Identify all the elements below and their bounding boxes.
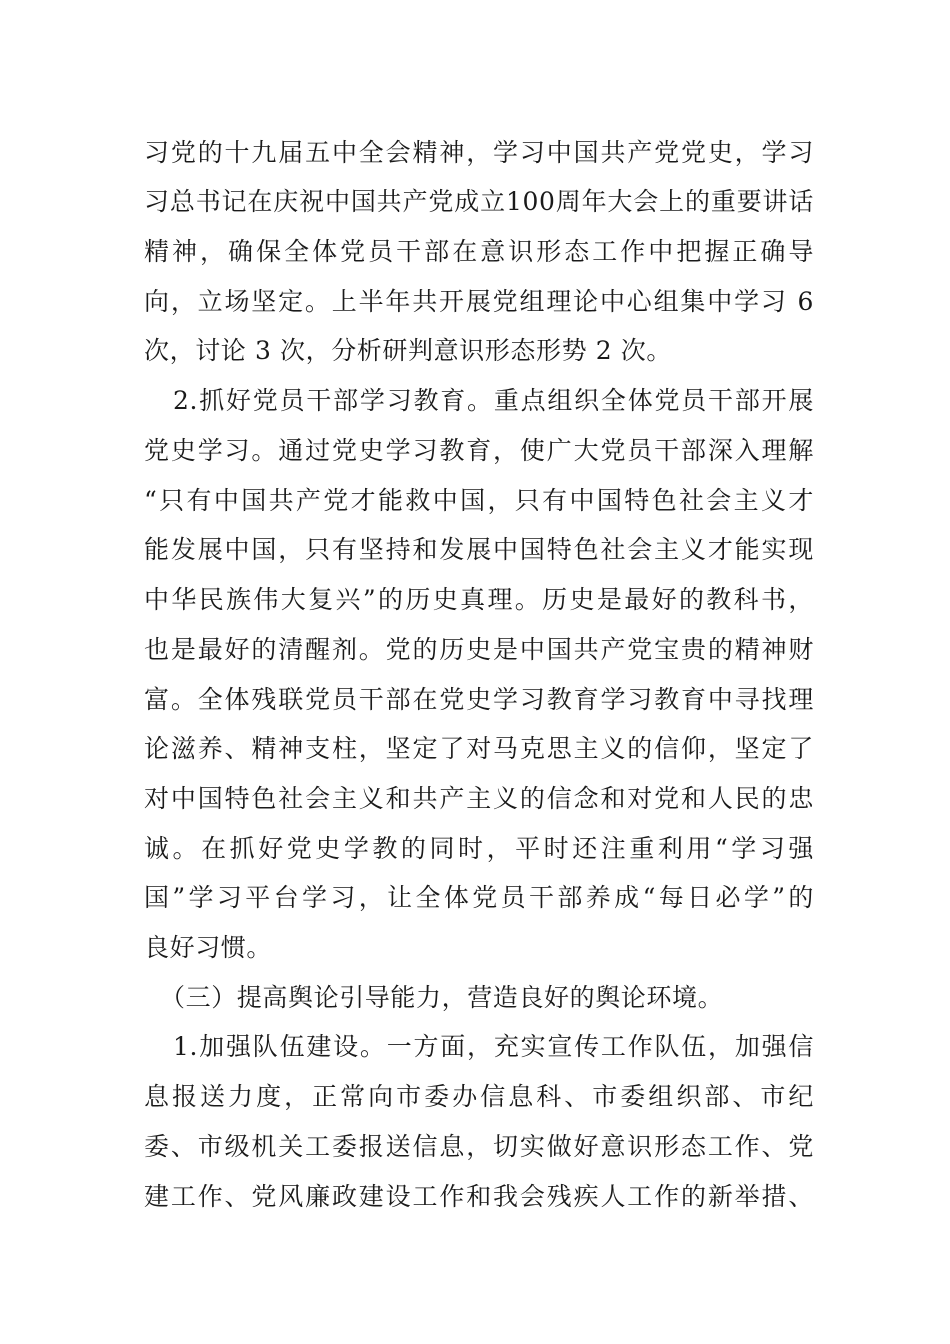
- text-line-15: 诚。在抓好党史学教的同时，平时还注重利用“学习强: [144, 834, 814, 863]
- text-line-1: 习党的十九届五中全会精神，学习中国共产党党史，学习: [144, 138, 814, 167]
- text-line-13: 论滋养、精神支柱，坚定了对马克思主义的信仰，坚定了: [144, 734, 814, 763]
- text-line-19: 1.加强队伍建设。一方面，充实宣传工作队伍，加强信: [173, 1032, 814, 1061]
- text-line-5: 次，讨论 3 次，分析研判意识形态形势 2 次。: [144, 336, 673, 365]
- text-line-22: 建工作、党风廉政建设工作和我会残疾人工作的新举措、: [144, 1182, 814, 1211]
- text-line-16: 国”学习平台学习，让全体党员干部养成“每日必学”的: [144, 883, 814, 912]
- text-line-14: 对中国特色社会主义和共产主义的信念和对党和人民的忠: [144, 784, 814, 813]
- section-heading: （三）提高舆论引导能力，营造良好的舆论环境。: [160, 983, 724, 1012]
- text-line-12: 富。全体残联党员干部在党史学习教育学习教育中寻找理: [144, 685, 814, 714]
- text-line-21: 委、市级机关工委报送信息，切实做好意识形态工作、党: [144, 1132, 814, 1161]
- text-line-8: “只有中国共产党才能救中国，只有中国特色社会主义才: [144, 486, 814, 515]
- text-line-10: 中华民族伟大复兴”的历史真理。历史是最好的教科书，: [144, 585, 814, 614]
- text-line-7: 党史学习。通过党史学习教育，使广大党员干部深入理解: [144, 436, 814, 465]
- text-line-17: 良好习惯。: [144, 933, 273, 962]
- text-line-3: 精神，确保全体党员干部在意识形态工作中把握正确导: [144, 237, 814, 266]
- text-line-2: 习总书记在庆祝中国共产党成立100周年大会上的重要讲话: [144, 187, 814, 216]
- text-line-11: 也是最好的清醒剂。党的历史是中国共产党宝贵的精神财: [144, 635, 814, 664]
- text-line-9: 能发展中国，只有坚持和发展中国特色社会主义才能实现: [144, 535, 814, 564]
- text-line-20: 息报送力度，正常向市委办信息科、市委组织部、市纪: [144, 1082, 814, 1111]
- text-line-4: 向，立场坚定。上半年共开展党组理论中心组集中学习 6: [144, 287, 814, 316]
- text-line-6: 2.抓好党员干部学习教育。重点组织全体党员干部开展: [173, 386, 814, 415]
